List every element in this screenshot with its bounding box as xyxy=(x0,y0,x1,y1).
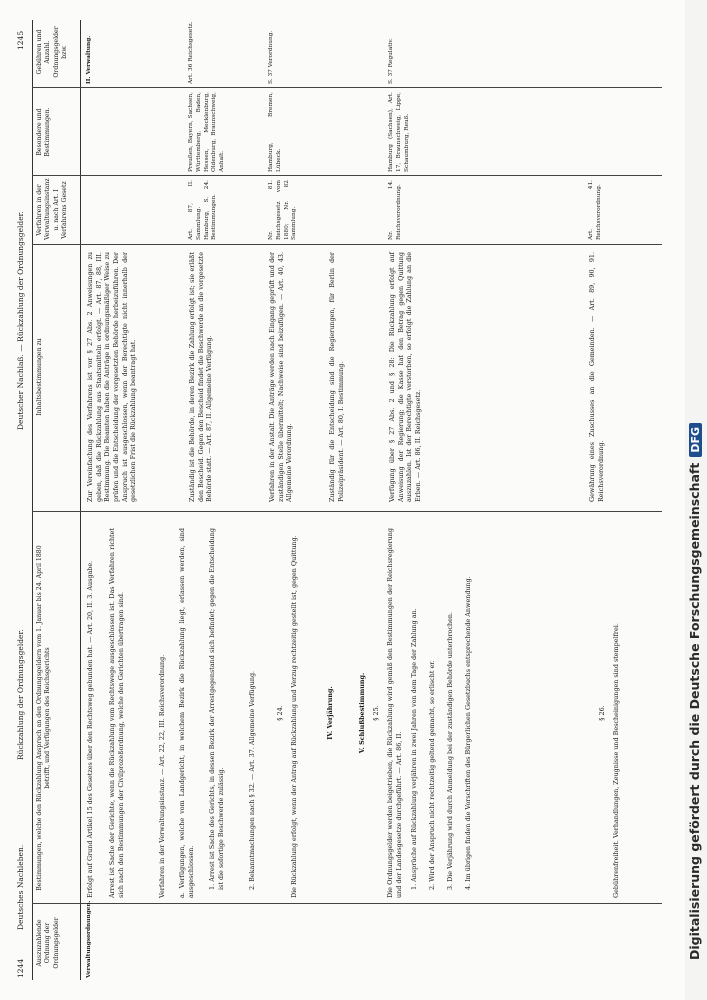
section-sign-24: § 24. xyxy=(276,705,284,721)
right-block-3: Verfahren in der Anstalt. Die Anträge werden nach Eingang geprüft und der zuständigen Stelle übermittelt; Nachweise sind beizufügen. — Art. 40, 43. Allgemeine Verordnung. xyxy=(268,252,294,502)
right-block-1: Zur Vereinfachung des Verfahrens ist vor § 27 Abs. 2 Anweisungen zu geben, daß die Rückzahlung aus Staatsmitteln erfolgt. — Art. 87, 88, III. Bestimmung. Die Beamten haben die Anträge in ordnungsmäßiger Weise zu prüfen und die Entscheidung der vorgesetzten Behörde herbeizuführen. Der Anspruch ist ausgeschlossen, wenn der Berechtigte nicht innerhalb der gesetzlichen Frist die Rückzahlung beantragt hat. xyxy=(86,252,138,502)
right-ref-4: Art. 41. Reichsverordnung. xyxy=(588,180,602,240)
right-block-2: Zuständig ist die Behörde, in deren Bezirk die Zahlung erfolgt ist; sie erläßt den Bescheid. Gegen den Bescheid findet die Beschwerde an die vorgesetzte Behörde statt. — Art. 87, II. Allgemeine Verfügung. xyxy=(188,252,214,502)
left-list-2: 2. Wird der Anspruch nicht rechtzeitig geltend gemacht, so erlischt er. xyxy=(428,660,436,890)
page-number-right: 1245 xyxy=(16,30,25,50)
section-v-heading: V. Schlußbestimmung. xyxy=(358,672,366,754)
section-sign-26: § 26. xyxy=(598,705,606,721)
right-col-head-2: Verfahren in der Verwaltungsinstanz u. nach Art. I Verfahrens Gesetz xyxy=(36,178,69,240)
left-para-6: 2. Bekanntmachungen nach § 32. — Art. 37. Allgemeine Verfügung. xyxy=(248,670,256,890)
left-para-3: Verfahren in der Verwaltungsinstanz. — Art. 22, 22, III. Reichsverordnung. xyxy=(158,654,166,898)
right-block-4: Zuständig für die Entscheidung sind die Regierungen, für Berlin der Polizeipräsident. — Art. 80, I. Bestimmung. xyxy=(328,252,345,502)
dfg-logo-icon: DFG xyxy=(689,423,702,457)
header-rule xyxy=(32,20,33,980)
running-title-left: Rückzahlung der Ordnungsgelder. xyxy=(16,629,25,760)
right-section-label: II. Verwaltung. xyxy=(86,35,92,84)
right-col-divider-3 xyxy=(32,87,662,88)
right-far-1: Preußen, Bayern, Sachsen, Württemberg, Baden, Hessen, Mecklenburg, Oldenburg, Braunschweig, Anhalt. xyxy=(188,92,226,172)
left-col-head-2: Bestimmungen, welche den Rückzahlung Anspruch an den Ordnungsgeldern vom 1. Januar bis 24. April 1880 betrifft, und Verfügungen des Reichsgerichts xyxy=(36,545,52,891)
left-para-5: 1. Arrest ist Sache des Gerichts, in dessen Bezirk der Arrestgegenstand sich befindet; gegen die Entscheidung ist die sofortige Beschwerde zulässig. xyxy=(208,528,225,890)
right-col-head-3: Besondere und Bestimmungen. xyxy=(36,107,52,157)
left-para-1: Erfolgt auf Grund Artikel 15 des Gesetzes über den Rechtsweg gebunden hat. — Art. 20, II. 3. Ausgabe. xyxy=(86,560,94,898)
right-ref-2: Nr. 81. Reichsgesetz vom 1880; Nr. 82 Sammlung. xyxy=(268,180,298,240)
left-para-8: Die Ordnungsgelder werden beigetrieben, die Rückzahlung wird gemäß den Bestimmungen der Reichsregierung und der Landesgesetze durchgeführt. — Art. 86, II. xyxy=(386,528,403,898)
right-col-divider-1 xyxy=(32,244,662,245)
left-para-7: Die Rückzahlung erfolgt, wenn der Antrag auf Rückzahlung und Verzug rechtzeitig gestellt ist, gegen Quittung. xyxy=(290,535,298,898)
column-head-rule xyxy=(80,20,81,980)
right-block-6: Gewährung eines Zuschusses an die Gemeinden. — Art. 89, 90, 91. Reichsverordnung. xyxy=(588,252,605,502)
right-far-2: Hamburg, Bremen, Lübeck. xyxy=(268,92,282,172)
right-block-5: Verfügung über § 27 Abs. 2 und § 28: Die Rückzahlung erfolgt auf Anweisung der Regierung; die Kasse hat den Betrag gegen Quittung auszuzahlen. Ist der Berechtigte verstorben, so erfolgt die Zahlung an die Erben. — Art. 86, II. Reichsgesetz. xyxy=(388,252,422,502)
page-gutter xyxy=(32,511,662,512)
section-iv-heading: IV. Verjährung. xyxy=(326,686,334,740)
left-side-label: Verwaltungsordnungen. xyxy=(86,900,92,978)
right-far-6: S. 37 Regulativ. xyxy=(388,38,394,84)
right-col-head-4: Gebühren und Anzahl. Ordnungsgelder bzw. xyxy=(36,26,69,78)
page-number-left: 1244 xyxy=(16,958,25,978)
section-sign-25: § 25. xyxy=(372,705,380,721)
dfg-banner xyxy=(685,0,707,1000)
left-para-9: Gebührenfreiheit. Verhandlungen, Zeugnisse und Bescheinigungen sind stempelfrei. xyxy=(612,623,620,898)
left-list-1: 1. Ansprüche auf Rückzahlung verjähren in zwei Jahren von dem Tage der Zahlung an. xyxy=(410,608,418,890)
left-list-4: 4. Im übrigen finden die Vorschriften des Bürgerlichen Gesetzbuchs entsprechende Anwendung. xyxy=(464,576,472,890)
left-para-2: Arrest ist Sache der Gerichte, wenn die Rückzahlung vom Rechtswege ausgeschlossen ist. Das Verfahren richtet sich nach den Bestimmungen der Civilprozeßordnung, welche den Gerichten übertragen sind. xyxy=(108,528,125,898)
dfg-banner-text xyxy=(687,0,702,960)
left-column-divider xyxy=(32,903,662,904)
right-far-3: Hamburg (Sachsen), Art. 17, Braunschweig, Lippe, Schaumburg, Reuß. xyxy=(388,92,410,172)
dfg-banner-label: Digitalisierung gefördert durch die Deutsche Forschungsgemeinschaft xyxy=(687,462,702,960)
left-list-3: 3. Die Verjährung wird durch Anmeldung bei der zuständigen Behörde unterbrochen. xyxy=(446,611,454,890)
right-col-divider-2 xyxy=(32,175,662,176)
right-ref-3: Nr. 14. Reichsverordnung. xyxy=(388,180,402,240)
running-head-left: Deutsches Nachleben. xyxy=(16,844,25,930)
left-col-head-1: Auszuzahlende Ordnung der Ordnungsgelder xyxy=(36,917,60,969)
rotated-double-page xyxy=(8,0,673,990)
right-far-5: S. 37 Verordnung. xyxy=(268,30,274,84)
left-para-4: a. Verfügungen, welche vom Landgericht, in welchem Bezirk die Rückzahlung liegt, erlassen werden, sind ausgeschlossen. xyxy=(178,528,195,898)
right-ref-1: Art. 87, II. Sammlung. Hamburg, S. 24. Bestimmungen. xyxy=(188,180,218,240)
running-head-right: Deutscher Nachlaß. — Rückzahlung der Ordnungsgelder. xyxy=(16,211,25,430)
right-col-head-1: Inhaltsbestimmungen zu xyxy=(36,338,43,416)
right-far-4: Art. 36 Reichsgesetz. xyxy=(188,21,194,84)
